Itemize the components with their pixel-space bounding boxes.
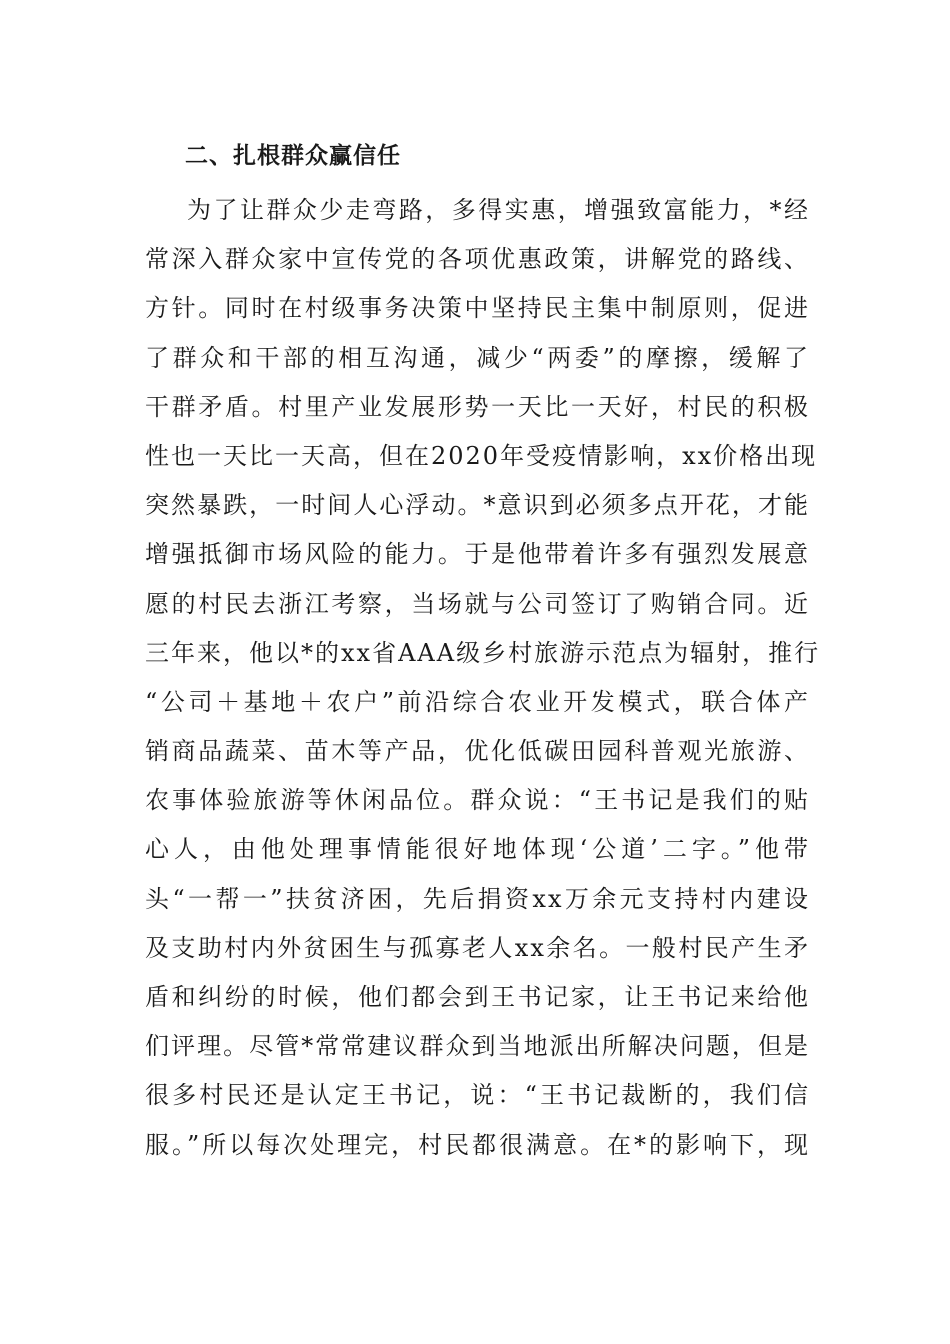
text-line: 增强抵御市场风险的能力。于是他带着许多有强烈发展意	[145, 540, 810, 569]
text-line: 方针。同时在村级事务决策中坚持民主集中制原则，促进	[145, 294, 810, 323]
text-line: 三年来，他以*的xx省AAA级乡村旅游示范点为辐射，推行	[145, 638, 821, 667]
text-line: 愿的村民去浙江考察，当场就与公司签订了购销合同。近	[145, 589, 810, 618]
text-line: 及支助村内外贫困生与孤寡老人xx余名。一般村民产生矛	[145, 933, 810, 962]
text-line: 们评理。尽管*常常建议群众到当地派出所解决问题，但是	[145, 1032, 810, 1061]
text-line: 很多村民还是认定王书记，说：“王书记裁断的，我们信	[145, 1081, 810, 1110]
text-line: 盾和纠纷的时候，他们都会到王书记家，让王书记来给他	[145, 983, 810, 1011]
text-line: 突然暴跌，一时间人心浮动。*意识到必须多点开花，才能	[145, 491, 810, 520]
text-line: 了群众和干部的相互沟通，减少“两委”的摩擦，缓解了	[145, 343, 810, 372]
text-line: 服。”所以每次处理完，村民都很满意。在*的影响下，现	[145, 1130, 810, 1159]
body-text	[145, 186, 821, 1170]
text-line: 农事体验旅游等休闲品位。群众说：“王书记是我们的贴	[145, 786, 810, 815]
text-line: 销商品蔬菜、苗木等产品，优化低碳田园科普观光旅游、	[145, 737, 810, 766]
text-line: 常深入群众家中宣传党的各项优惠政策，讲解党的路线、	[145, 245, 810, 274]
text-line: “公司＋基地＋农户”前沿综合农业开发模式，联合体产	[145, 687, 810, 716]
text-line: 干群矛盾。村里产业发展形势一天比一天好，村民的积极	[145, 392, 810, 421]
text-line: 心人，由他处理事情能很好地体现‘公道’二字。”他带	[145, 835, 810, 864]
text-line: 性也一天比一天高，但在2020年受疫情影响，xx价格出现	[145, 441, 818, 470]
text-line: 头“一帮一”扶贫济困，先后捐资xx万余元支持村内建设	[145, 884, 810, 913]
text-line: 为了让群众少走弯路，多得实惠，增强致富能力，*经	[187, 196, 810, 224]
section-heading: 二、扎根群众赢信任	[185, 142, 401, 169]
